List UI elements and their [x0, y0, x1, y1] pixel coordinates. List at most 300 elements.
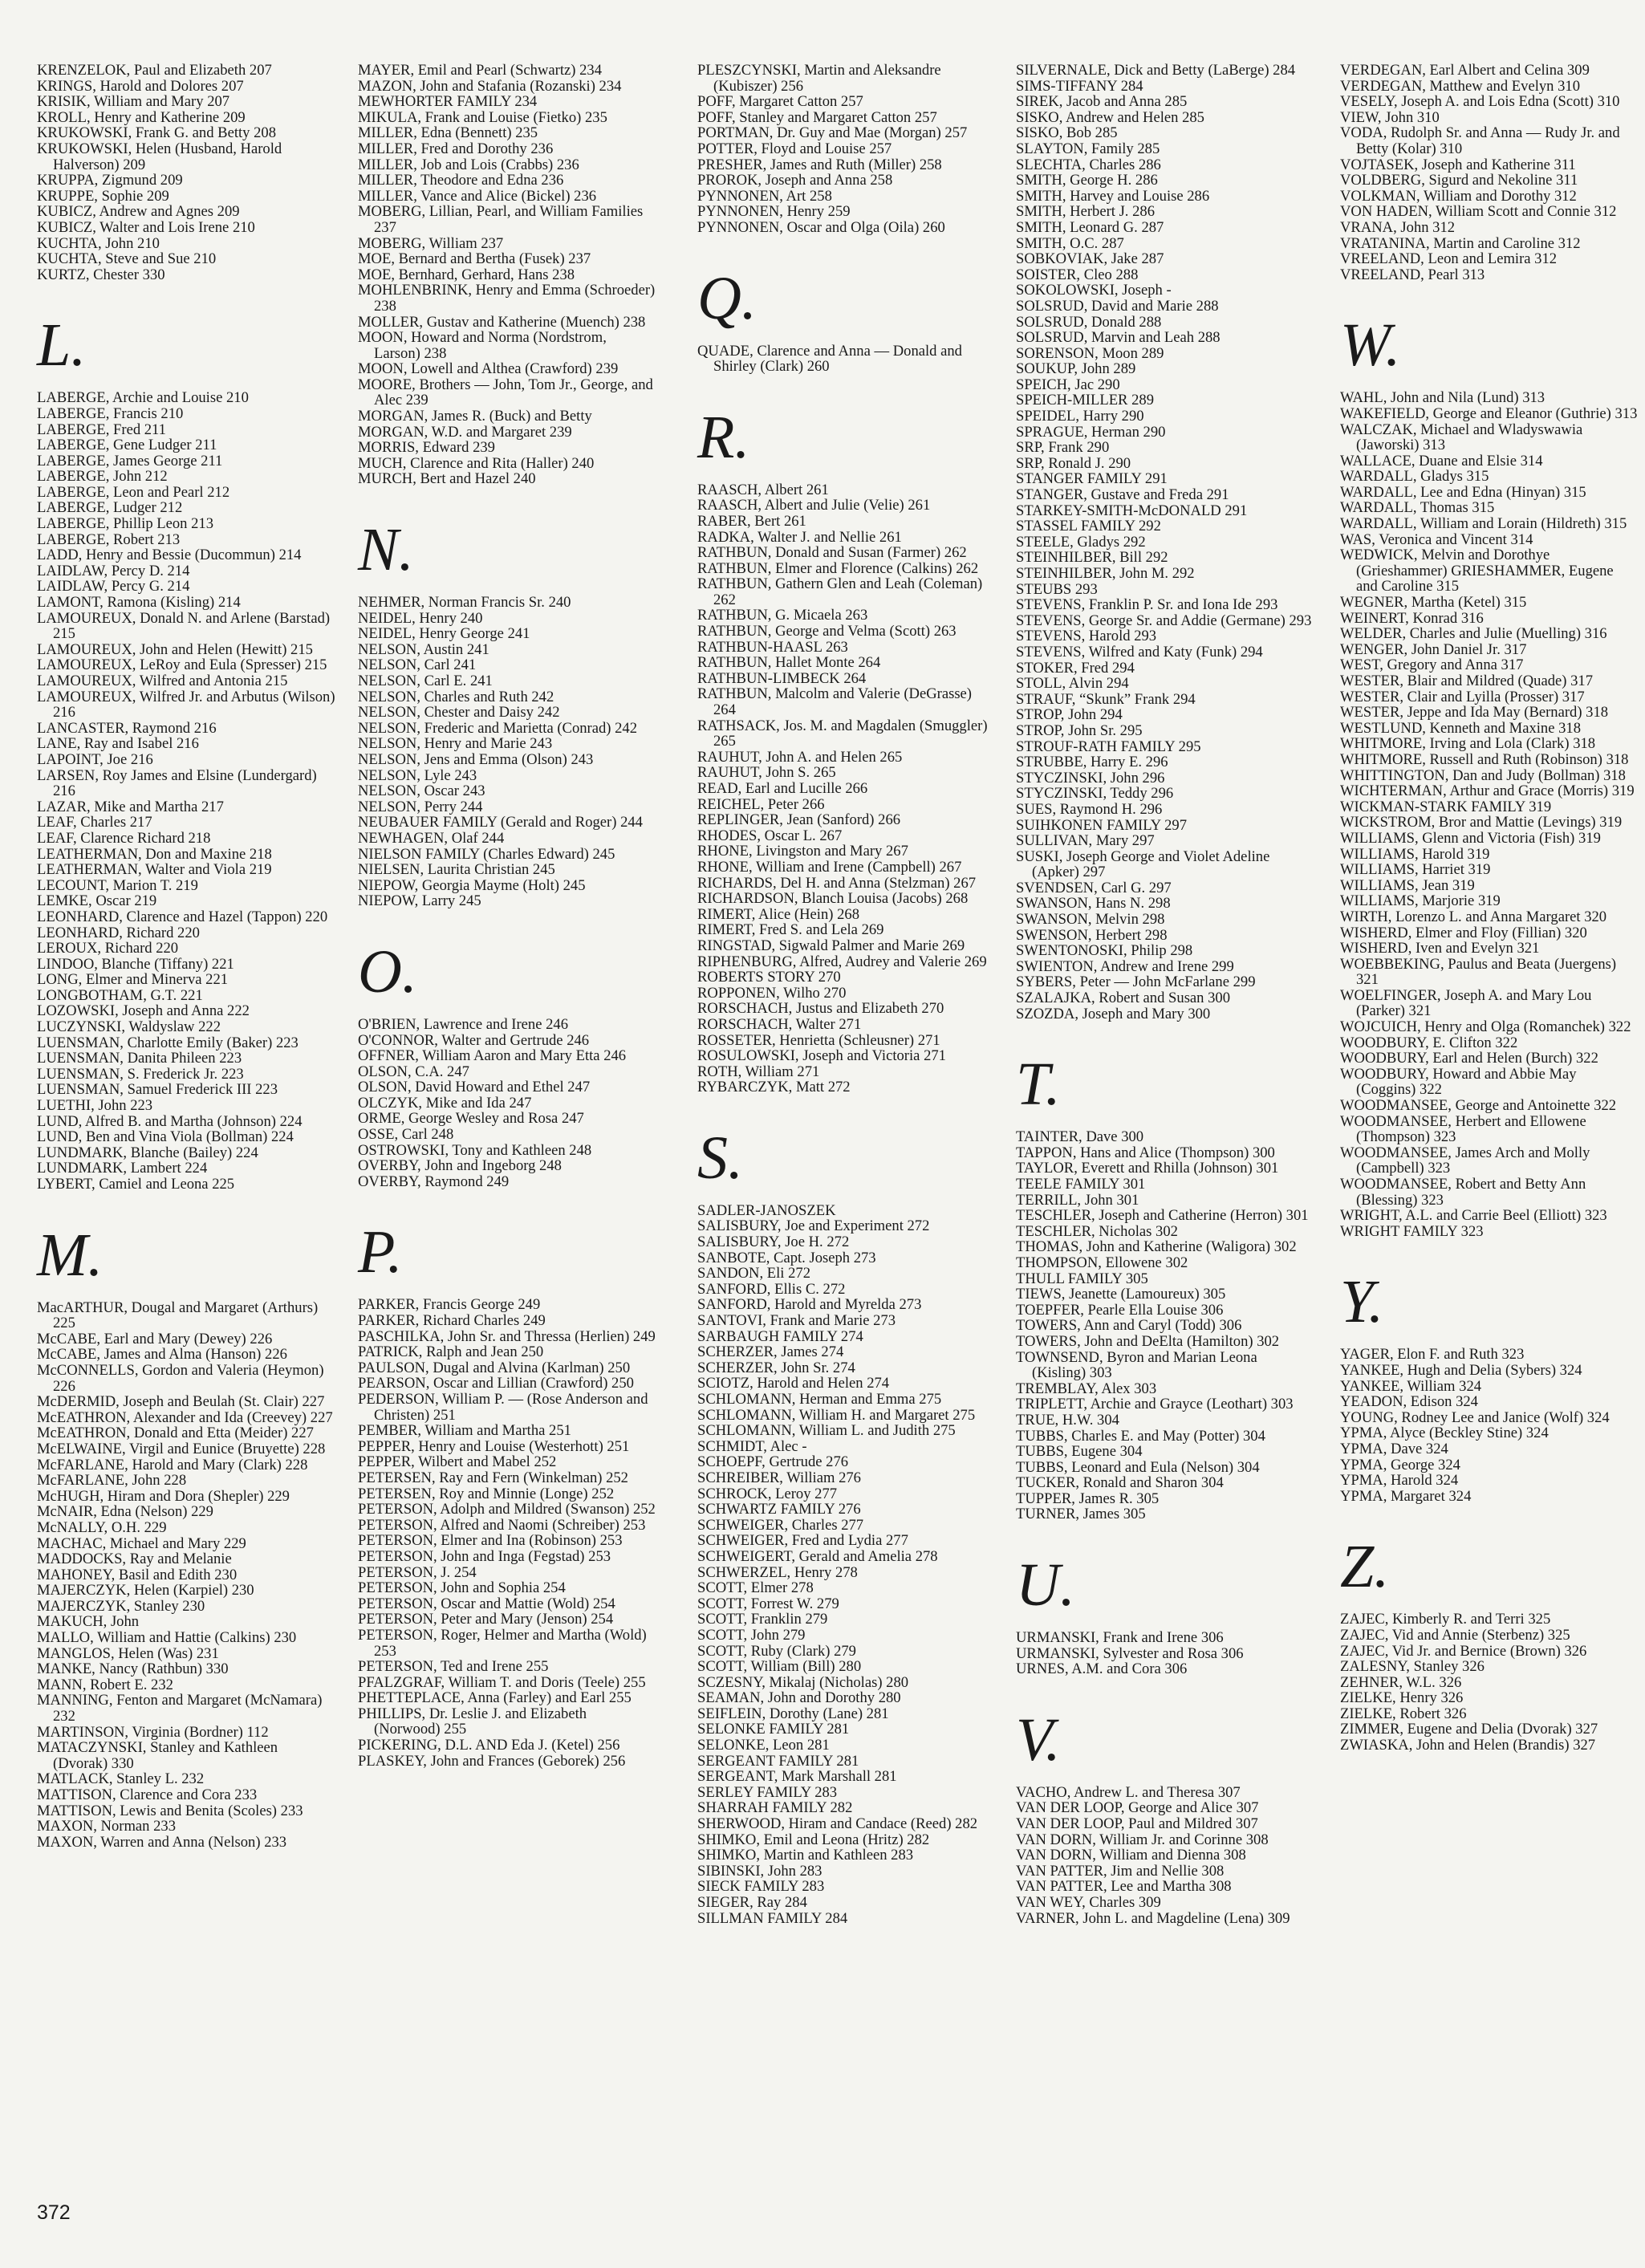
index-entry: LEATHERMAN, Walter and Viola 219 — [37, 861, 272, 879]
index-entry: TAPPON, Hans and Alice (Thompson) 300 — [1016, 1144, 1275, 1161]
index-entry: WRIGHT FAMILY 323 — [1340, 1222, 1484, 1240]
index-entry: SCHWARTZ FAMILY 276 — [697, 1501, 861, 1518]
index-entry: STYCZINSKI, Teddy 296 — [1016, 785, 1174, 803]
index-entry: VAN DORN, William and Dienna 308 — [1016, 1847, 1246, 1864]
index-entry: SVENDSEN, Carl G. 297 — [1016, 879, 1172, 896]
index-entry: ORME, George Wesley and Rosa 247 — [358, 1110, 584, 1128]
index-entry: WAHL, John and Nila (Lund) 313 — [1340, 389, 1545, 407]
index-entry: URMANSKI, Frank and Irene 306 — [1016, 1629, 1224, 1647]
index-entry: PYNNONEN, Oscar and Olga (Oila) 260 — [697, 218, 945, 236]
index-entry: LEONHARD, Richard 220 — [37, 924, 200, 941]
index-entry: STEVENS, George Sr. and Addie (Germane) 293 — [1016, 612, 1312, 629]
index-column — [1016, 63, 1314, 1926]
index-entry: STANGER, Gustave and Freda 291 — [1016, 486, 1229, 504]
index-entry: McCONNELLS, Gordon and Valeria (Heymon) 226 — [37, 1361, 324, 1395]
index-entry: SUES, Raymond H. 296 — [1016, 800, 1163, 818]
section-letter: Y. — [1340, 1268, 1384, 1336]
index-entry: MAKUCH, John — [37, 1613, 140, 1631]
index-entry: MOBERG, William 237 — [358, 234, 504, 252]
index-entry: LEATHERMAN, Don and Maxine 218 — [37, 845, 272, 863]
index-entry: WOJCUICH, Henry and Olga (Romanchek) 322 — [1340, 1018, 1631, 1036]
index-entry: STOLL, Alvin 294 — [1016, 675, 1129, 693]
index-entry: RAUHUT, John A. and Helen 265 — [697, 748, 903, 766]
index-entry: MOBERG, Lillian, Pearl, and William Families 237 — [358, 203, 644, 236]
index-entry: PEDERSON, William P. — (Rose Anderson and Christen) 251 — [358, 1391, 648, 1424]
index-entry: WISHERD, Iven and Evelyn 321 — [1340, 940, 1540, 957]
index-entry: TEELE FAMILY 301 — [1016, 1176, 1146, 1193]
index-entry: SOLSRUD, Donald 288 — [1016, 313, 1162, 331]
index-entry: PYNNONEN, Art 258 — [697, 187, 832, 205]
index-entry: NELSON, Lyle 243 — [358, 766, 477, 784]
index-entry: MANNING, Fenton and Margaret (McNamara) 232 — [37, 1692, 323, 1725]
index-entry: VERDEGAN, Matthew and Evelyn 310 — [1340, 77, 1580, 95]
index-entry: RATHBUN-LIMBECK 264 — [697, 669, 867, 687]
index-entry: SHERWOOD, Hiram and Candace (Reed) 282 — [697, 1815, 978, 1833]
index-entry: MAXON, Warren and Anna (Nelson) 233 — [37, 1833, 287, 1851]
index-entry: LEAF, Clarence Richard 218 — [37, 829, 211, 847]
index-entry: WISHERD, Elmer and Floy (Fillian) 320 — [1340, 924, 1587, 941]
index-entry: LUCZYNSKI, Waldyslaw 222 — [37, 1018, 221, 1036]
index-entry: ZEHNER, W.L. 326 — [1340, 1673, 1462, 1691]
index-entry: MAJERCZYK, Stanley 230 — [37, 1597, 205, 1615]
index-entry: MOE, Bernhard, Gerhard, Hans 238 — [358, 266, 575, 283]
index-entry: MAHONEY, Basil and Edith 230 — [37, 1566, 238, 1583]
index-entry: WESTER, Clair and Lyilla (Prosser) 317 — [1340, 688, 1585, 705]
index-entry: MILLER, Job and Lois (Crabbs) 236 — [358, 156, 579, 173]
index-entry: WICKMAN-STARK FAMILY 319 — [1340, 798, 1552, 815]
index-entry: LUENSMAN, Danita Phileen 223 — [37, 1050, 242, 1067]
index-entry: KURTZ, Chester 330 — [37, 266, 165, 283]
index-entry: VAN PATTER, Lee and Martha 308 — [1016, 1878, 1232, 1896]
index-entry: SMITH, O.C. 287 — [1016, 234, 1124, 252]
index-entry: McELWAINE, Virgil and Eunice (Bruyette) 228 — [37, 1440, 326, 1457]
index-entry: KRENZELOK, Paul and Elizabeth 207 — [37, 62, 272, 79]
index-entry: LAZAR, Mike and Martha 217 — [37, 798, 224, 815]
index-entry: SCHWERZEL, Henry 278 — [697, 1563, 858, 1581]
index-entry: McHUGH, Hiram and Dora (Shepler) 229 — [37, 1487, 290, 1505]
index-entry: McFARLANE, Harold and Mary (Clark) 228 — [37, 1456, 308, 1473]
section-letter: Z. — [1340, 1533, 1390, 1601]
index-entry: PHETTEPLACE, Anna (Farley) and Earl 255 — [358, 1689, 632, 1707]
index-entry: ZALESNY, Stanley 326 — [1340, 1658, 1485, 1676]
index-entry: MACHAC, Michael and Mary 229 — [37, 1534, 246, 1552]
index-entry: THOMPSON, Ellowene 302 — [1016, 1254, 1188, 1271]
index-entry: NELSON, Oscar 243 — [358, 782, 485, 800]
index-entry: SCHROCK, Leroy 277 — [697, 1485, 838, 1502]
index-entry: LAIDLAW, Percy D. 214 — [37, 562, 190, 579]
index-entry: PETERSON, J. 254 — [358, 1563, 477, 1581]
index-entry: SUSKI, Joseph George and Violet Adeline (Apker) 297 — [1016, 847, 1270, 881]
index-entry: RHONE, Livingston and Mary 267 — [697, 843, 908, 860]
index-entry: REPLINGER, Jean (Sanford) 266 — [697, 811, 901, 829]
index-entry: PETERSON, Alfred and Naomi (Schreiber) 253 — [358, 1516, 646, 1534]
index-entry: KUCHTA, John 210 — [37, 234, 160, 252]
index-entry: WALLACE, Duane and Elsie 314 — [1340, 452, 1543, 469]
index-entry: MATTISON, Clarence and Cora 233 — [37, 1786, 258, 1803]
index-entry: SCHLOMANN, William H. and Margaret 275 — [697, 1406, 976, 1424]
index-entry: WILLIAMS, Marjorie 319 — [1340, 892, 1501, 910]
index-entry: SOKOLOWSKI, Joseph - — [1016, 282, 1172, 299]
index-entry: NELSON, Austin 241 — [358, 640, 489, 658]
index-entry: PETERSON, John and Sophia 254 — [358, 1579, 566, 1597]
index-entry: PASCHILKA, John Sr. and Thressa (Herlien) 249 — [358, 1327, 656, 1345]
index-entry: RICHARDSON, Blanch Louisa (Jacobs) 268 — [697, 890, 969, 908]
index-entry: LANCASTER, Raymond 216 — [37, 719, 217, 737]
index-entry: OSSE, Carl 248 — [358, 1126, 454, 1144]
index-entry: STRUBBE, Harry E. 296 — [1016, 754, 1168, 771]
section-letter: T. — [1016, 1051, 1061, 1119]
index-entry: McFARLANE, John 228 — [37, 1472, 187, 1490]
index-entry: SULLIVAN, Mary 297 — [1016, 832, 1155, 850]
index-entry: PYNNONEN, Henry 259 — [697, 203, 851, 221]
index-entry: SARBAUGH FAMILY 274 — [697, 1327, 863, 1345]
index-entry: YPMA, Margaret 324 — [1340, 1487, 1472, 1505]
index-entry: RABER, Bert 261 — [697, 512, 806, 530]
index-entry: SERGEANT, Mark Marshall 281 — [697, 1768, 897, 1786]
index-entry: WARDALL, Gladys 315 — [1340, 468, 1489, 486]
index-entry: SWENSON, Herbert 298 — [1016, 926, 1168, 944]
index-entry: WHITMORE, Russell and Ruth (Robinson) 318 — [1340, 750, 1629, 768]
index-entry: TAYLOR, Everett and Rhilla (Johnson) 301 — [1016, 1160, 1279, 1177]
index-entry: WARDALL, Lee and Edna (Hinyan) 315 — [1340, 483, 1586, 501]
index-entry: WOODBURY, Earl and Helen (Burch) 322 — [1340, 1050, 1598, 1067]
index-entry: VACHO, Andrew L. and Theresa 307 — [1016, 1783, 1241, 1801]
index-entry: SANFORD, Harold and Myrelda 273 — [697, 1296, 922, 1314]
section-letter: Q. — [697, 264, 757, 332]
index-entry: SCHMIDT, Alec - — [697, 1437, 807, 1455]
index-entry: SLAYTON, Family 285 — [1016, 140, 1160, 157]
index-entry: SCOTT, Ruby (Clark) 279 — [697, 1642, 856, 1660]
index-entry: TERRILL, John 301 — [1016, 1191, 1139, 1209]
index-entry: ZIELKE, Henry 326 — [1340, 1689, 1464, 1707]
index-entry: VOJTASEK, Joseph and Katherine 311 — [1340, 156, 1576, 173]
index-entry: MUCH, Clarence and Rita (Haller) 240 — [358, 454, 595, 472]
index-entry: ROSULOWSKI, Joseph and Victoria 271 — [697, 1047, 946, 1065]
index-entry: NELSON, Frederic and Marietta (Conrad) 242 — [358, 719, 638, 737]
section-letter: S. — [697, 1124, 743, 1192]
index-entry: NEIDEL, Henry 240 — [358, 609, 483, 627]
index-entry: NEWHAGEN, Olaf 244 — [358, 829, 505, 847]
index-entry: LONGBOTHAM, G.T. 221 — [37, 986, 203, 1004]
index-entry: PARKER, Richard Charles 249 — [358, 1312, 546, 1330]
index-entry: VON HADEN, William Scott and Connie 312 — [1340, 203, 1617, 221]
index-entry: STOKER, Fred 294 — [1016, 659, 1135, 677]
index-entry: LEROUX, Richard 220 — [37, 940, 179, 957]
index-entry: SMITH, Leonard G. 287 — [1016, 218, 1164, 236]
section-letter: U. — [1016, 1551, 1075, 1620]
index-entry: ZIMMER, Eugene and Delia (Dvorak) 327 — [1340, 1721, 1598, 1738]
index-entry: MAZON, John and Stafania (Rozanski) 234 — [358, 77, 622, 95]
index-entry: WEDWICK, Melvin and Dorothye (Grieshammer) GRIESHAMMER, Eugene and Caroline 315 — [1340, 547, 1614, 595]
index-entry: SMITH, Harvey and Louise 286 — [1016, 187, 1210, 205]
index-entry: MILLER, Fred and Dorothy 236 — [358, 140, 554, 157]
section-letter: R. — [697, 403, 750, 471]
index-entry: MAYER, Emil and Pearl (Schwartz) 234 — [358, 62, 602, 79]
index-entry: VRANA, John 312 — [1340, 218, 1456, 236]
index-entry: MANN, Robert E. 232 — [37, 1676, 173, 1693]
index-entry: STROUF-RATH FAMILY 295 — [1016, 738, 1201, 755]
index-entry: STEVENS, Harold 293 — [1016, 628, 1157, 645]
index-entry: SIBINSKI, John 283 — [697, 1862, 822, 1880]
index-entry: SZOZDA, Joseph and Mary 300 — [1016, 1005, 1211, 1022]
index-entry: SPEICH-MILLER 289 — [1016, 392, 1154, 409]
index-entry: LABERGE, Francis 210 — [37, 404, 184, 422]
index-entry: VRATANINA, Martin and Caroline 312 — [1340, 234, 1581, 252]
index-entry: VAN DORN, William Jr. and Corinne 308 — [1016, 1831, 1269, 1848]
section-letter: M. — [37, 1221, 104, 1289]
index-entry: PETERSON, Adolph and Mildred (Swanson) 252 — [358, 1501, 656, 1518]
index-entry: SANBOTE, Capt. Joseph 273 — [697, 1249, 876, 1266]
index-entry: OLSON, David Howard and Ethel 247 — [358, 1079, 591, 1096]
index-entry: SANFORD, Ellis C. 272 — [697, 1280, 846, 1298]
index-entry: ROSSETER, Henrietta (Schleusner) 271 — [697, 1031, 940, 1049]
index-entry: SALISBURY, Joe and Experiment 272 — [697, 1217, 930, 1235]
index-entry: STEUBS 293 — [1016, 580, 1098, 598]
index-entry: TUBBS, Eugene 304 — [1016, 1443, 1143, 1461]
index-entry: WOODMANSEE, Robert and Betty Ann (Blessing) 323 — [1340, 1176, 1586, 1209]
index-entry: MANGLOS, Helen (Was) 231 — [37, 1644, 219, 1662]
index-entry: NELSON, Charles and Ruth 242 — [358, 688, 554, 705]
index-entry: WESTER, Blair and Mildred (Quade) 317 — [1340, 673, 1593, 689]
index-entry: VOLKMAN, William and Dorothy 312 — [1340, 187, 1577, 205]
index-entry: LAPOINT, Joe 216 — [37, 750, 153, 768]
index-entry: KROLL, Henry and Katherine 209 — [37, 108, 246, 126]
index-entry: MARTINSON, Virginia (Bordner) 112 — [37, 1723, 269, 1741]
index-entry: RINGSTAD, Sigwald Palmer and Marie 269 — [697, 937, 965, 954]
index-entry: URNES, A.M. and Cora 306 — [1016, 1660, 1188, 1678]
index-entry: ROPPONEN, Wilho 270 — [697, 984, 847, 1002]
index-entry: MADDOCKS, Ray and Melanie — [37, 1551, 232, 1568]
index-entry: PETERSON, Oscar and Mattie (Wold) 254 — [358, 1595, 615, 1612]
index-entry: VREELAND, Pearl 313 — [1340, 266, 1485, 283]
index-entry: READ, Earl and Lucille 266 — [697, 780, 868, 797]
index-entry: SCHWEIGER, Charles 277 — [697, 1516, 864, 1534]
index-entry: WILLIAMS, Glenn and Victoria (Fish) 319 — [1340, 829, 1601, 847]
index-entry: KRISIK, William and Mary 207 — [37, 93, 230, 111]
index-entry: SYBERS, Peter — John McFarlane 299 — [1016, 973, 1256, 991]
index-entry: MATACZYNSKI, Stanley and Kathleen (Dvorak) 330 — [37, 1739, 278, 1772]
index-entry: TIEWS, Jeanette (Lamoureux) 305 — [1016, 1286, 1226, 1303]
index-entry: RORSCHACH, Walter 271 — [697, 1015, 862, 1033]
index-entry: STROP, John Sr. 295 — [1016, 721, 1143, 739]
index-entry: PETERSON, Elmer and Ina (Robinson) 253 — [358, 1532, 623, 1550]
index-entry: RIPHENBURG, Alfred, Audrey and Valerie 269 — [697, 953, 987, 970]
index-entry: SILVERNALE, Dick and Betty (LaBerge) 284 — [1016, 62, 1296, 79]
index-entry: WILLIAMS, Jean 319 — [1340, 876, 1475, 894]
index-entry: TUCKER, Ronald and Sharon 304 — [1016, 1474, 1224, 1492]
index-entry: LARSEN, Roy James and Elsine (Lundergard) 216 — [37, 766, 317, 800]
index-column — [697, 63, 996, 1926]
index-entry: MATTISON, Lewis and Benita (Scoles) 233 — [37, 1802, 303, 1819]
index-entry: THOMAS, John and Katherine (Waligora) 302 — [1016, 1238, 1297, 1256]
index-entry: WOELFINGER, Joseph A. and Mary Lou (Parker) 321 — [1340, 986, 1592, 1020]
index-entry: MORRIS, Edward 239 — [358, 439, 495, 457]
index-entry: STANGER FAMILY 291 — [1016, 470, 1168, 488]
index-entry: OVERBY, Raymond 249 — [358, 1173, 510, 1190]
index-entry: MacARTHUR, Dougal and Margaret (Arthurs) 225 — [37, 1299, 319, 1332]
index-entry: SOUKUP, John 289 — [1016, 360, 1136, 378]
index-entry: YPMA, Alyce (Beckley Stine) 324 — [1340, 1425, 1549, 1442]
index-entry: VOLDBERG, Sigurd and Nekoline 311 — [1340, 172, 1578, 189]
index-entry: LANE, Ray and Isabel 216 — [37, 735, 199, 753]
index-entry: RAASCH, Albert 261 — [697, 481, 829, 498]
index-entry: VESELY, Joseph A. and Lois Edna (Scott) 310 — [1340, 93, 1620, 111]
index-entry: SANDON, Eli 272 — [697, 1265, 811, 1282]
index-entry: YPMA, George 324 — [1340, 1456, 1460, 1473]
section-letter: L. — [37, 311, 87, 380]
index-entry: LABERGE, Fred 211 — [37, 421, 166, 438]
index-entry: SRP, Frank 290 — [1016, 439, 1110, 457]
index-entry: WICHTERMAN, Arthur and Grace (Morris) 319 — [1340, 782, 1635, 800]
index-entry: WEINERT, Konrad 316 — [1340, 609, 1484, 627]
index-entry: SILLMAN FAMILY 284 — [697, 1909, 848, 1927]
index-entry: ZAJEC, Vid Jr. and Bernice (Brown) 326 — [1340, 1642, 1587, 1660]
index-entry: SEAMAN, John and Dorothy 280 — [697, 1689, 901, 1707]
index-entry: STEELE, Gladys 292 — [1016, 533, 1146, 551]
index-entry: MILLER, Theodore and Edna 236 — [358, 172, 564, 189]
section-letter: V. — [1016, 1705, 1061, 1774]
page-number: 372 — [37, 2201, 71, 2224]
index-entry: WOODMANSEE, George and Antoinette 322 — [1340, 1097, 1617, 1115]
index-entry: MAJERCZYK, Helen (Karpiel) 230 — [37, 1582, 254, 1599]
index-column — [358, 63, 656, 1769]
index-entry: NELSON, Jens and Emma (Olson) 243 — [358, 750, 594, 768]
index-entry: LYBERT, Camiel and Leona 225 — [37, 1176, 235, 1193]
index-entry: WRIGHT, A.L. and Carrie Beel (Elliott) 323 — [1340, 1207, 1607, 1225]
index-entry: LUND, Ben and Vina Viola (Bollman) 224 — [37, 1128, 294, 1146]
index-entry: MANKE, Nancy (Rathbun) 330 — [37, 1660, 229, 1678]
index-entry: PETERSON, Peter and Mary (Jenson) 254 — [358, 1611, 614, 1628]
index-entry: McDERMID, Joseph and Beulah (St. Clair) 227 — [37, 1393, 325, 1411]
index-entry: SISKO, Bob 285 — [1016, 124, 1118, 142]
index-entry: OLSON, C.A. 247 — [358, 1063, 469, 1080]
index-entry: SPEIDEL, Harry 290 — [1016, 408, 1144, 425]
index-entry: LABERGE, Robert 213 — [37, 530, 181, 548]
index-entry: KRUPPA, Zigmund 209 — [37, 172, 183, 189]
index-entry: PHILLIPS, Dr. Leslie J. and Elizabeth (Norwood) 255 — [358, 1705, 587, 1738]
index-entry: SMITH, George H. 286 — [1016, 172, 1158, 189]
index-entry: SIMS-TIFFANY 284 — [1016, 77, 1143, 95]
index-entry: TREMBLAY, Alex 303 — [1016, 1380, 1157, 1397]
index-entry: PEPPER, Wilbert and Mabel 252 — [358, 1453, 557, 1471]
index-entry: PRESHER, James and Ruth (Miller) 258 — [697, 156, 942, 173]
index-entry: SOISTER, Cleo 288 — [1016, 266, 1139, 283]
index-entry: LUNDMARK, Blanche (Bailey) 224 — [37, 1144, 258, 1161]
index-entry: YPMA, Harold 324 — [1340, 1472, 1459, 1490]
index-entry: RADKA, Walter J. and Nellie 261 — [697, 528, 902, 546]
index-entry: PARKER, Francis George 249 — [358, 1296, 541, 1314]
index-entry: THULL FAMILY 305 — [1016, 1270, 1148, 1287]
index-entry: KRINGS, Harold and Dolores 207 — [37, 77, 244, 95]
index-entry: WOODMANSEE, Herbert and Ellowene (Thompson) 323 — [1340, 1112, 1586, 1146]
index-entry: SOBKOVIAK, Jake 287 — [1016, 250, 1164, 268]
index-entry: MOON, Lowell and Althea (Crawford) 239 — [358, 360, 619, 378]
index-entry: TAINTER, Dave 300 — [1016, 1128, 1144, 1146]
index-entry: LABERGE, Gene Ludger 211 — [37, 437, 217, 454]
index-entry: NELSON, Carl E. 241 — [358, 673, 493, 689]
index-entry: SWIENTON, Andrew and Irene 299 — [1016, 957, 1234, 975]
index-entry: WILLIAMS, Harriet 319 — [1340, 861, 1491, 879]
index-entry: SLECHTA, Charles 286 — [1016, 156, 1161, 173]
index-entry: MAXON, Norman 233 — [37, 1818, 177, 1835]
index-entry: O'BRIEN, Lawrence and Irene 246 — [358, 1015, 569, 1033]
index-entry: VREELAND, Leon and Lemira 312 — [1340, 250, 1558, 268]
index-entry: SCOTT, Forrest W. 279 — [697, 1595, 839, 1612]
index-entry: SPRAGUE, Herman 290 — [1016, 423, 1166, 441]
index-entry: NIEPOW, Larry 245 — [358, 892, 481, 910]
index-entry: WHITTINGTON, Dan and Judy (Bollman) 318 — [1340, 766, 1626, 784]
index-entry: VERDEGAN, Earl Albert and Celina 309 — [1340, 62, 1590, 79]
index-entry: QUADE, Clarence and Anna — Donald and Shirley (Clark) 260 — [697, 342, 962, 376]
index-entry: RICHARDS, Del H. and Anna (Stelzman) 267 — [697, 874, 977, 892]
index-column — [1340, 63, 1639, 1754]
index-entry: PAULSON, Dugal and Alvina (Karlman) 250 — [358, 1359, 631, 1376]
index-entry: PLESZCYNSKI, Martin and Aleksandre (Kubiszer) 256 — [697, 62, 941, 95]
index-entry: SOLSRUD, David and Marie 288 — [1016, 297, 1219, 315]
index-entry: PETERSEN, Roy and Minnie (Longe) 252 — [358, 1485, 615, 1502]
index-entry: KUBICZ, Andrew and Agnes 209 — [37, 203, 240, 221]
index-entry: TUBBS, Charles E. and May (Potter) 304 — [1016, 1427, 1265, 1445]
index-entry: NIELSON FAMILY (Charles Edward) 245 — [358, 845, 615, 863]
index-entry: RATHSACK, Jos. M. and Magdalen (Smuggler) 265 — [697, 717, 988, 750]
section-letter: O. — [358, 937, 417, 1006]
section-letter: W. — [1340, 311, 1401, 380]
index-entry: TRIPLETT, Archie and Grayce (Leothart) 303 — [1016, 1396, 1294, 1413]
index-entry: McEATHRON, Alexander and Ida (Creevey) 227 — [37, 1408, 333, 1426]
index-entry: RAUHUT, John S. 265 — [697, 764, 836, 782]
index-entry: SERGEANT FAMILY 281 — [697, 1752, 859, 1770]
index-entry: RATHBUN, Elmer and Florence (Calkins) 262 — [697, 559, 979, 577]
index-entry: PLASKEY, John and Frances (Geborek) 256 — [358, 1752, 626, 1770]
index-entry: OSTROWSKI, Tony and Kathleen 248 — [358, 1141, 592, 1159]
index-entry: YEADON, Edison 324 — [1340, 1393, 1478, 1411]
index-entry: MATLACK, Stanley L. 232 — [37, 1770, 205, 1788]
index-entry: LUNDMARK, Lambert 224 — [37, 1160, 208, 1177]
index-entry: WESTER, Jeppe and Ida May (Bernard) 318 — [1340, 704, 1609, 721]
index-entry: NEHMER, Norman Francis Sr. 240 — [358, 594, 571, 612]
index-entry: ZIELKE, Robert 326 — [1340, 1705, 1467, 1722]
index-entry: PORTMAN, Dr. Guy and Mae (Morgan) 257 — [697, 124, 968, 142]
index-entry: RATHBUN-HAASL 263 — [697, 638, 848, 656]
index-entry: RORSCHACH, Justus and Elizabeth 270 — [697, 1000, 944, 1018]
index-entry: SCHERZER, James 274 — [697, 1343, 844, 1361]
index-entry: WARDALL, Thomas 315 — [1340, 499, 1495, 517]
index-entry: RATHBUN, G. Micaela 263 — [697, 607, 868, 624]
index-entry: PFALZGRAF, William T. and Doris (Teele) 255 — [358, 1673, 646, 1691]
index-entry: STROP, John 294 — [1016, 706, 1123, 724]
index-entry: WOEBBEKING, Paulus and Beata (Juergens) 321 — [1340, 955, 1617, 989]
index-entry: WELDER, Charles and Julie (Muelling) 316 — [1340, 625, 1607, 643]
index-entry: LABERGE, Leon and Pearl 212 — [37, 483, 230, 501]
index-entry: PROROK, Joseph and Anna 258 — [697, 172, 893, 189]
index-entry: LEAF, Charles 217 — [37, 814, 152, 831]
index-entry: RATHBUN, Donald and Susan (Farmer) 262 — [697, 544, 967, 562]
index-entry: KUBICZ, Walter and Lois Irene 210 — [37, 218, 255, 236]
index-entry: SIREK, Jacob and Anna 285 — [1016, 93, 1188, 111]
index-entry: STEVENS, Wilfred and Katy (Funk) 294 — [1016, 643, 1263, 660]
index-entry: SANTOVI, Frank and Marie 273 — [697, 1312, 896, 1330]
index-entry: WENGER, John Daniel Jr. 317 — [1340, 640, 1527, 658]
index-entry: PETERSON, Roger, Helmer and Martha (Wold) 253 — [358, 1626, 647, 1660]
index-entry: LABERGE, Phillip Leon 213 — [37, 515, 214, 533]
index-entry: RATHBUN, Malcolm and Valerie (DeGrasse) 264 — [697, 685, 973, 719]
index-entry: LABERGE, Archie and Louise 210 — [37, 389, 249, 407]
index-entry: KRUKOWSKI, Helen (Husband, Harold Halverson) 209 — [37, 140, 282, 173]
index-entry: MOORE, Brothers — John, Tom Jr., George, and Alec 239 — [358, 376, 653, 409]
index-entry: MORGAN, James R. (Buck) and Betty — [358, 408, 592, 425]
index-entry: OLCZYK, Mike and Ida 247 — [358, 1094, 532, 1112]
index-entry: PATRICK, Ralph and Jean 250 — [358, 1343, 544, 1361]
